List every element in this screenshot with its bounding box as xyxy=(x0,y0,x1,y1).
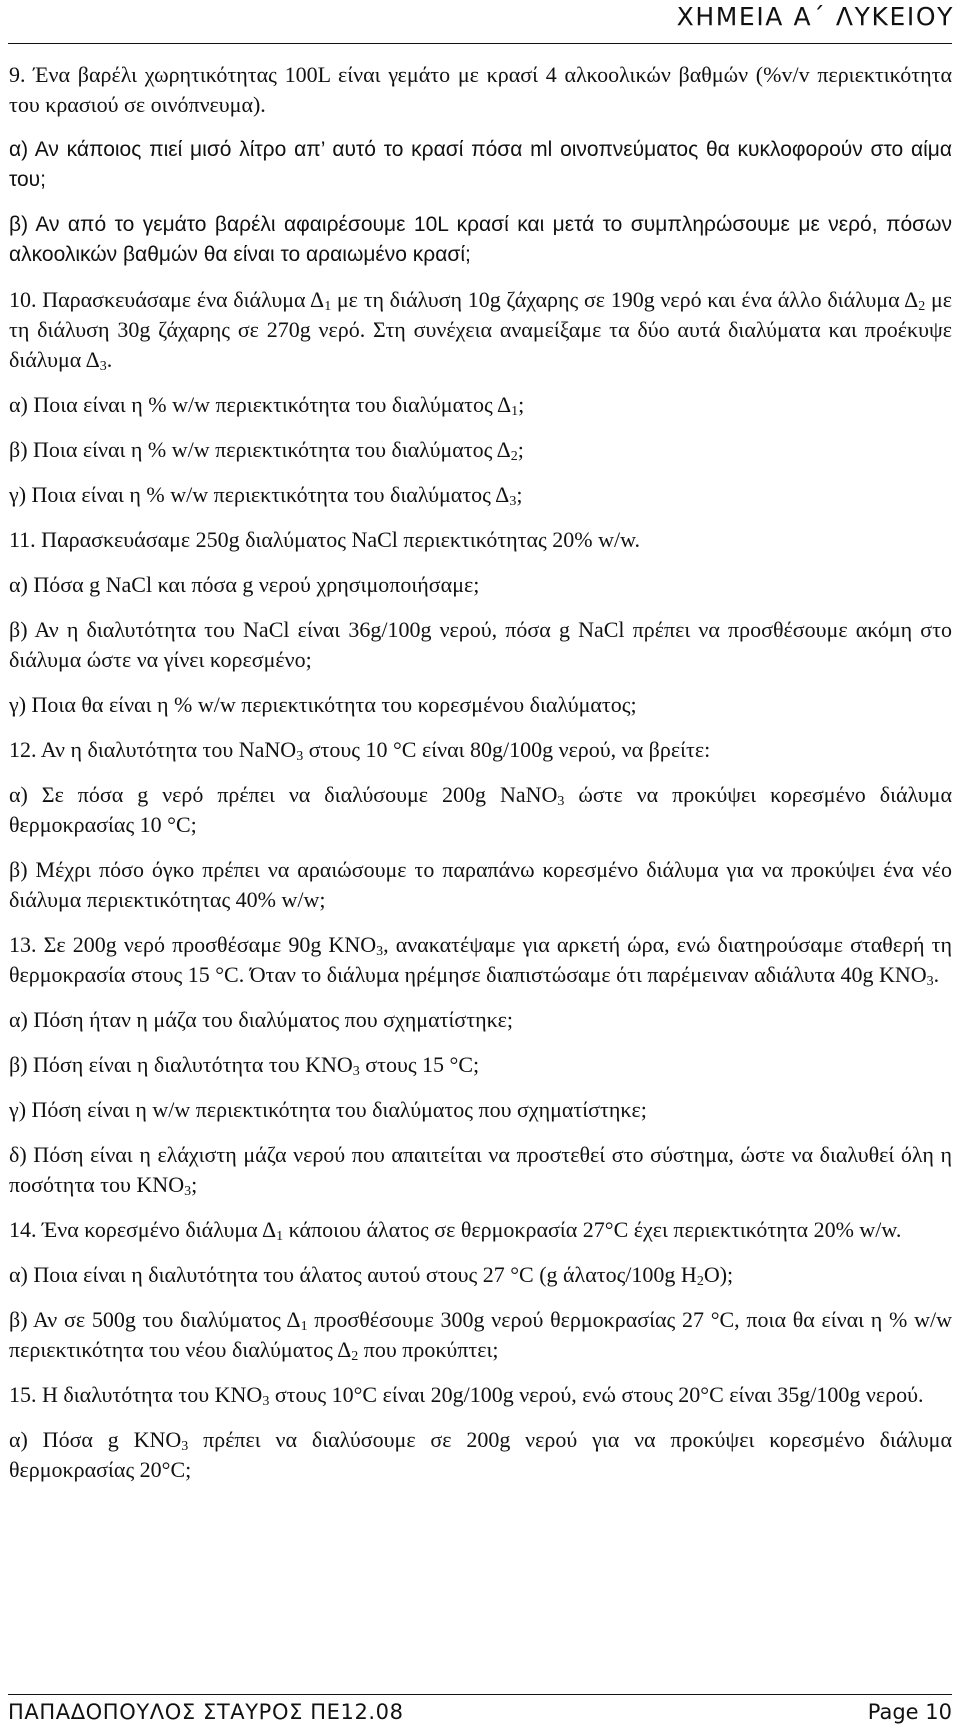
problem-13-part-d-text-1: δ) Πόση είναι η ελάχιστη μάζα νερού που απαιτείται να προστεθεί στο σύστημα, ώστε να διαλυθεί όλη η ποσότητα του KNO xyxy=(9,1142,952,1197)
problem-14-part-a-text-2: O); xyxy=(703,1262,734,1287)
subscript: 2 xyxy=(918,299,926,314)
problem-15-part-a-text-2: πρέπει να διαλύσουμε σε 200g νερού για να προκύψει κορεσμένο διάλυμα θερμοκρασίας 20°C; xyxy=(9,1427,952,1482)
problem-14-statement xyxy=(9,1215,952,1245)
problem-13-part-b xyxy=(9,1050,952,1080)
problem-10-part-c-text: γ) Ποια είναι η % w/w περιεκτικότητα του διαλύματος Δ xyxy=(9,482,510,507)
subscript: 2 xyxy=(696,1274,704,1289)
problem-10-text-1: 10. Παρασκευάσαμε ένα διάλυμα Δ xyxy=(9,287,325,312)
problem-14-text-2: κάποιου άλατος σε θερμοκρασία 27°C έχει περιεκτικότητα 20% w/w. xyxy=(283,1217,902,1242)
problem-9-part-a: α) Αν κάποιος πιεί μισό λίτρο απ’ αυτό το κρασί πόσα ml οινοπνεύματος θα κυκλοφορούν στο αίμα του; xyxy=(9,138,952,191)
problem-13-text-1: 13. Σε 200g νερό προσθέσαμε 90g KNO xyxy=(9,932,377,957)
problem-11-statement: 11. Παρασκευάσαμε 250g διαλύματος NaCl περιεκτικότητας 20% w/w. xyxy=(9,527,641,552)
problem-15-part-a-text-1: α) Πόσα g KNO xyxy=(9,1427,182,1452)
subscript: 3 xyxy=(352,1064,360,1079)
problem-14-part-b-text-2: προσθέσουμε 300g νερού θερμοκρασίας 27 °C, ποια θα είναι η % w/w περιεκτικότητα του νέου διαλύματος Δ xyxy=(9,1307,953,1362)
problem-12-part-a-text-1: α) Σε πόσα g νερό πρέπει να διαλύσουμε 200g NaNO xyxy=(9,782,558,807)
punctuation: ; xyxy=(517,437,524,462)
problem-13-part-d xyxy=(9,1140,952,1200)
problem-10-part-b-text: β) Ποια είναι η % w/w περιεκτικότητα του διαλύματος Δ xyxy=(9,437,511,462)
problem-15-text-1: 15. Η διαλυτότητα του KNO xyxy=(9,1382,263,1407)
problem-10-part-c xyxy=(9,480,952,510)
subscript: 1 xyxy=(276,1229,284,1244)
problem-13-part-b-text-2: στους 15 °C; xyxy=(359,1052,480,1077)
problem-14-part-a xyxy=(9,1260,952,1290)
subscript: 2 xyxy=(351,1349,359,1364)
problem-12-part-b: β) Μέχρι πόσο όγκο πρέπει να αραιώσουμε το παραπάνω κορεσμένο διάλυμα για να προκύψει ένα νέο διάλυμα περιεκτικότητας 40% w/w; xyxy=(9,857,952,912)
subscript: 3 xyxy=(99,359,107,374)
problem-13-statement xyxy=(9,930,952,990)
subscript: 1 xyxy=(324,299,332,314)
problem-15-statement xyxy=(9,1380,952,1410)
problem-11-part-c: γ) Ποια θα είναι η % w/w περιεκτικότητα του κορεσμένου διαλύματος; xyxy=(9,692,637,717)
problem-12-statement xyxy=(9,735,952,765)
problem-10-statement xyxy=(9,285,952,375)
problem-9-part-b: β) Αν από το γεμάτο βαρέλι αφαιρέσουμε 10L κρασί και μετά το συμπληρώσουμε με νερό, πόσων αλκοολικών βαθμών θα είναι το αραιωμένο κρασί; xyxy=(9,213,952,266)
problem-13-text-3: . xyxy=(933,962,940,987)
subscript: 3 xyxy=(184,1184,192,1199)
problem-13-text-2: , ανακατέψαμε για αρκετή ώρα, ενώ διατηρούσαμε σταθερή τη θερμοκρασία στους 15 °C. Όταν το διάλυμα ηρέμησε διαπιστώσαμε ότι παρέμειναν αδιάλυτα 40g KNO xyxy=(9,932,952,987)
footer-divider xyxy=(8,1694,952,1695)
problem-12-text-1: 12. Αν η διαλυτότητα του NaNO xyxy=(9,737,297,762)
subscript: 3 xyxy=(262,1394,270,1409)
problem-12-part-a xyxy=(9,780,952,840)
footer-author: ΠΑΠΑΔΟΠΟΥΛΟΣ ΣΤΑΥΡΟΣ ΠΕ12.08 xyxy=(8,1700,404,1724)
footer-page-number: Page 10 xyxy=(867,1700,952,1724)
problem-11-part-a: α) Πόσα g NaCl και πόσα g νερού χρησιμοποιήσαμε; xyxy=(9,572,480,597)
problem-10-text-2: με τη διάλυση 10g ζάχαρης σε 190g νερό και ένα άλλο διάλυμα Δ xyxy=(331,287,919,312)
problem-14-part-b-text-3: που προκύπτει; xyxy=(358,1337,499,1362)
subscript: 1 xyxy=(300,1319,308,1334)
problem-13-part-a: α) Πόση ήταν η μάζα του διαλύματος που σχηματίστηκε; xyxy=(9,1007,514,1032)
subscript: 2 xyxy=(510,449,518,464)
page-content xyxy=(9,60,952,1500)
header-title: ΧΗΜΕΙΑ Α΄ ΛΥΚΕΙΟΥ xyxy=(676,2,954,31)
problem-14-part-a-text-1: α) Ποια είναι η διαλυτότητα του άλατος αυτού στους 27 °C (g άλατος/100g H xyxy=(9,1262,697,1287)
subscript: 3 xyxy=(296,749,304,764)
problem-15-part-a xyxy=(9,1425,952,1485)
header-divider xyxy=(8,43,952,44)
problem-14-text-1: 14. Ένα κορεσμένο διάλυμα Δ xyxy=(9,1217,277,1242)
problem-13-part-c: γ) Πόση είναι η w/w περιεκτικότητα του διαλύματος που σχηματίστηκε; xyxy=(9,1097,647,1122)
problem-11-part-b: β) Αν η διαλυτότητα του NaCl είναι 36g/100g νερού, πόσα g NaCl πρέπει να προσθέσουμε ακόμη στο διάλυμα ώστε να γίνει κορεσμένο; xyxy=(9,617,952,672)
subscript: 3 xyxy=(181,1439,189,1454)
subscript: 3 xyxy=(557,794,565,809)
problem-14-part-b-text-1: β) Αν σε 500g του διαλύματος Δ xyxy=(9,1307,301,1332)
subscript: 1 xyxy=(511,404,519,419)
problem-13-part-d-text-2: ; xyxy=(191,1172,198,1197)
subscript: 3 xyxy=(509,494,517,509)
subscript: 3 xyxy=(926,974,934,989)
problem-13-part-b-text-1: β) Πόση είναι η διαλυτότητα του KNO xyxy=(9,1052,353,1077)
subscript: 3 xyxy=(376,944,384,959)
problem-9-statement: 9. Ένα βαρέλι χωρητικότητας 100L είναι γεμάτο με κρασί 4 αλκοολικών βαθμών (%v/v περιεκτικότητα του κρασιού σε οινόπνευμα). xyxy=(9,62,952,117)
punctuation: ; xyxy=(516,482,523,507)
problem-14-part-b xyxy=(9,1305,952,1365)
problem-10-part-b xyxy=(9,435,952,465)
problem-12-text-2: στους 10 °C είναι 80g/100g νερού, να βρείτε: xyxy=(303,737,711,762)
problem-10-text-3: με τη διάλυση 30g ζάχαρης σε 270g νερό. Στη συνέχεια αναμείξαμε τα δύο αυτά διαλύματα και προέκυψε διάλυμα Δ xyxy=(9,287,952,372)
problem-10-part-a xyxy=(9,390,952,420)
problem-15-text-2: στους 10°C είναι 20g/100g νερού, ενώ στους 20°C είναι 35g/100g νερού. xyxy=(269,1382,924,1407)
problem-10-part-a-text: α) Ποια είναι η % w/w περιεκτικότητα του διαλύματος Δ xyxy=(9,392,512,417)
punctuation: ; xyxy=(518,392,525,417)
problem-12-part-a-text-2: ώστε να προκύψει κορεσμένο διάλυμα θερμοκρασίας 10 °C; xyxy=(9,782,952,837)
problem-10-text-4: . xyxy=(106,347,113,372)
